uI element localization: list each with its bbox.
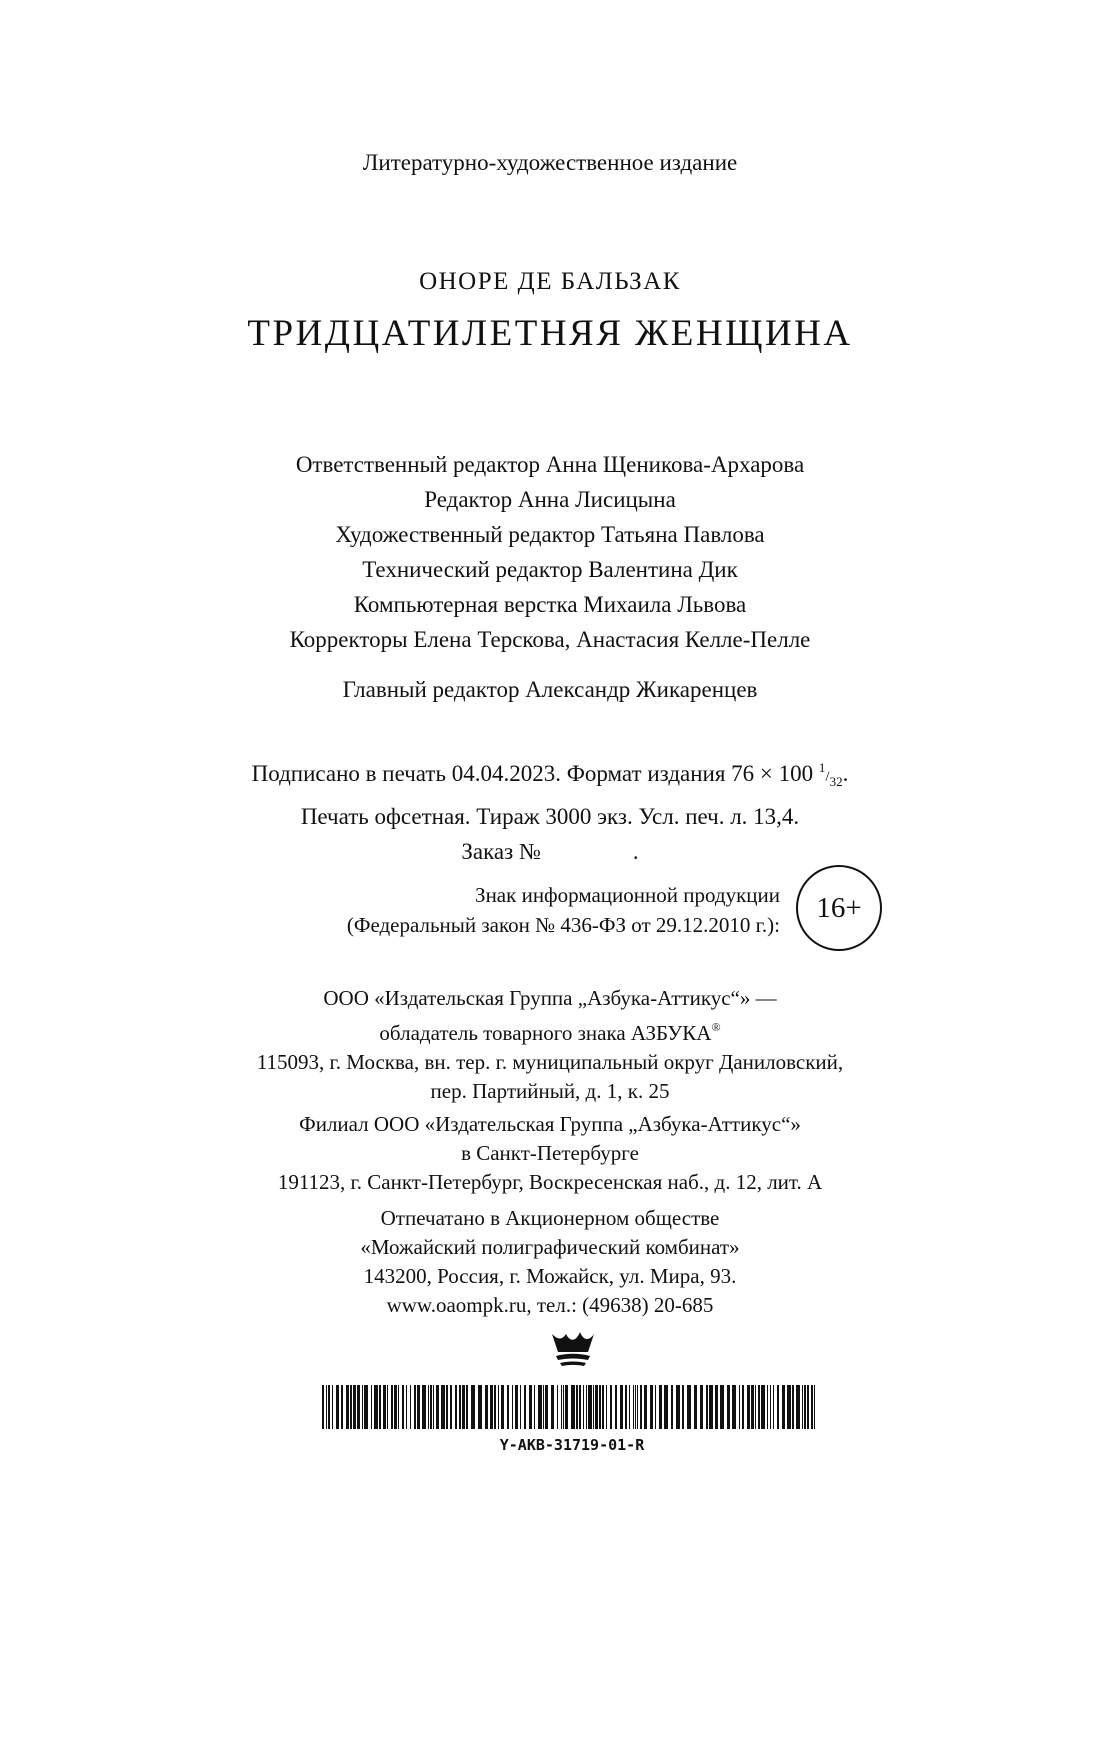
branch-line: в Санкт-Петербурге [461,1141,639,1165]
barcode-bar [551,1385,554,1429]
print-info [0,750,1100,869]
barcode-bar [561,1385,562,1429]
barcode-bar [350,1385,352,1429]
barcode-bar [637,1385,638,1429]
barcode-bar [694,1385,697,1429]
rating-label-line-1: Знак информационной продукции [475,883,780,907]
barcode-bar [635,1385,636,1429]
printer-info [0,1204,1100,1320]
barcode-bar [507,1385,509,1429]
barcode-bar [557,1385,558,1429]
barcode-bar [625,1385,627,1429]
barcode-bar [747,1385,750,1429]
barcode-bar [364,1385,368,1429]
barcode-bar [410,1385,411,1429]
barcode-bar [485,1385,488,1429]
barcode-bar [644,1385,647,1429]
barcode-code: Y-AKB-31719-01-R [499,1436,645,1454]
barcode-bar [606,1385,607,1429]
barcode-bar [494,1385,496,1429]
barcode-bar [650,1385,653,1429]
barcode-bar [593,1385,594,1429]
barcode-bar [706,1385,708,1429]
barcode-bar [371,1385,372,1429]
printer-line: www.oaompk.ru, тел.: (49638) 20-685 [386,1293,714,1317]
barcode-bar [471,1385,475,1429]
staff-credit-line: Технический редактор Валентина Дик [362,557,738,582]
staff-credit-line: Художественный редактор Татьяна Павлова [335,522,765,547]
barcode-bar [455,1385,457,1429]
barcode-bar [326,1385,327,1429]
barcode-bar [792,1385,794,1429]
barcode-bar [720,1385,724,1429]
rating-label-line-2: (Федеральный закон № 436-ФЗ от 29.12.2010 г.): [346,913,780,937]
branch-line: Филиал ООО «Издательская Группа „Азбука-Аттикус“» [299,1112,801,1136]
barcode-bar [328,1385,330,1429]
barcode-bar [804,1385,806,1429]
barcode-bar [770,1385,771,1429]
barcode-bar [732,1385,736,1429]
barcode-bar [391,1385,393,1429]
chief-editor: Главный редактор Александр Жикаренцев [342,677,758,702]
rating-label [200,880,780,940]
barcode-bar [490,1385,493,1429]
barcode-bar [336,1385,339,1429]
barcode-bar [583,1385,584,1429]
format-denominator: 32 [829,774,843,789]
barcode-bar [414,1385,416,1429]
barcode-bar [758,1385,760,1429]
barcode-bar [534,1385,535,1429]
barcode-bar [761,1385,765,1429]
barcode-bar [796,1385,800,1429]
barcode-bar [676,1385,680,1429]
barcode-bar [807,1385,809,1429]
barcode-bar [664,1385,668,1429]
barcode-bar [362,1385,363,1429]
publisher-line: пер. Партийный, д. 1, к. 25 [430,1079,670,1103]
barcode-bar [430,1385,432,1429]
barcode-bar [529,1385,532,1429]
barcode-bar [814,1385,815,1429]
print-info-end: . [842,761,849,786]
printer-line: 143200, Россия, г. Можайск, ул. Мира, 93. [363,1264,737,1288]
barcode-bar [402,1385,404,1429]
barcode-bar [571,1385,575,1429]
barcode-bar [341,1385,343,1429]
barcode-bar [655,1385,656,1429]
barcode-bar [576,1385,578,1429]
barcode-bar [433,1385,434,1429]
barcode-bar [715,1385,718,1429]
barcode-bar [751,1385,754,1429]
barcode-bar [742,1385,744,1429]
barcode-bar [498,1385,499,1429]
barcode-bar [682,1385,684,1429]
barcode-bar [520,1385,521,1429]
barcode-bar [687,1385,691,1429]
barcode-bar [610,1385,612,1429]
barcode-bar [659,1385,662,1429]
barcode-bar [422,1385,426,1429]
barcode-bar [357,1385,360,1429]
age-rating-value: 16+ [816,891,862,924]
azbuka-crown-logo-icon [548,1320,598,1370]
barcode-bar [565,1385,568,1429]
barcode-bar [538,1385,542,1429]
barcode-bar [383,1385,386,1429]
barcode-bar [602,1385,604,1429]
print-info-line-1 [0,750,1100,799]
barcode-bar [802,1385,803,1429]
barcode-bar [767,1385,768,1429]
barcode-bar [379,1385,381,1429]
barcode-bar [441,1385,445,1429]
barcode-bar [332,1385,333,1429]
barcode-bar [629,1385,630,1429]
barcode-bar [466,1385,468,1429]
print-info-signed: Подписано в печать 04.04.2023. Формат издания 76 × 100 [251,761,819,786]
barcode-bar [755,1385,756,1429]
barcode-bar [387,1385,388,1429]
barcode-bar [727,1385,730,1429]
barcode-bar [524,1385,526,1429]
registered-mark: ® [711,1020,721,1034]
barcode-bar [515,1385,518,1429]
format-fraction [818,760,843,789]
order-label: Заказ № [461,839,541,864]
printer-line: Отпечатано в Акционерном обществе [380,1206,720,1230]
barcode-bar [417,1385,420,1429]
printer-line: «Можайский полиграфический комбинат» [360,1235,740,1259]
barcode-bar [374,1385,378,1429]
barcode-bar [782,1385,785,1429]
barcode-bar [428,1385,429,1429]
barcode-bar [512,1385,513,1429]
barcode-bar [671,1385,673,1429]
barcode-bar [398,1385,399,1429]
staff-credit-line: Ответственный редактор Анна Щеникова-Архарова [295,452,805,477]
barcode-bar [446,1385,448,1429]
barcode-bar [501,1385,504,1429]
barcode-bar [406,1385,407,1429]
barcode-bar [563,1385,564,1429]
barcode-bar [739,1385,740,1429]
barcode-bar [543,1385,544,1429]
barcode-bar [640,1385,642,1429]
format-slash: / [825,769,830,785]
branch-line: 191123, г. Санкт-Петербург, Воскресенская наб., д. 12, лит. А [277,1170,823,1194]
barcode-bar [595,1385,598,1429]
barcode-bar [773,1385,774,1429]
order-end: . [632,839,639,864]
publisher-line: ООО «Издательская Группа „Азбука-Аттикус“» — [323,986,777,1010]
publisher-line: 115093, г. Москва, вн. тер. г. муниципальный округ Даниловский, [256,1050,844,1074]
barcode-bar [599,1385,601,1429]
barcode-bar [436,1385,439,1429]
order-line [0,834,1100,869]
genre-line: Литературно-художественное издание [362,150,738,175]
age-rating-badge [796,865,882,951]
staff-credits [0,447,1100,657]
staff-credit-line: Компьютерная верстка Михаила Львова [353,592,747,617]
barcode-bar [777,1385,779,1429]
publisher-trademark-line [0,1013,1100,1048]
format-numerator: 1 [818,760,826,775]
author-name: ОНОРЕ ДЕ БАЛЬЗАК [419,268,681,295]
barcode-bar [545,1385,548,1429]
barcode-bar [394,1385,397,1429]
barcode-bar [620,1385,623,1429]
book-title: ТРИДЦАТИЛЕТНЯЯ ЖЕНЩИНА [247,313,853,354]
barcode-bar [700,1385,703,1429]
barcode-bar [586,1385,587,1429]
barcode-bar [811,1385,813,1429]
barcode-bar [787,1385,791,1429]
staff-credit-line: Редактор Анна Лисицына [424,487,676,512]
barcode-bar [346,1385,349,1429]
branch-info [0,1110,1100,1197]
barcode-bar [450,1385,452,1429]
publisher-info [0,984,1100,1106]
print-info-line-2: Печать офсетная. Тираж 3000 экз. Усл. печ. л. 13,4. [300,804,800,829]
barcode-bar [579,1385,581,1429]
barcode-bar [478,1385,482,1429]
staff-credit-line: Корректоры Елена Терскова, Анастасия Келле-Пелле [289,627,811,652]
barcode [322,1385,822,1429]
barcode-bar [322,1385,324,1429]
barcode-bar [353,1385,356,1429]
barcode-bar [633,1385,634,1429]
barcode-bar [462,1385,465,1429]
barcode-bar [709,1385,713,1429]
barcode-bar [459,1385,461,1429]
publisher-trademark-text: обладатель товарного знака АЗБУКА [379,1021,712,1045]
barcode-bar [588,1385,592,1429]
barcode-bar [615,1385,617,1429]
